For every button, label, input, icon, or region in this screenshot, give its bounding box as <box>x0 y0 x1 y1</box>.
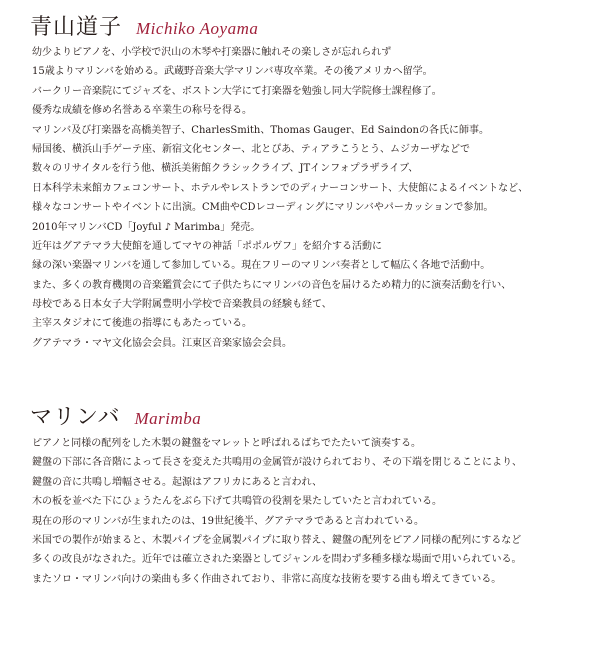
marimba-title-jp: マリンバ <box>30 405 121 430</box>
bio-line: 優秀な成績を修め名誉ある卒業生の称号を得る。 <box>32 105 252 117</box>
bio-line: 様々なコンサートやイベントに出演。CM曲やCDレコーディングにマリンバやパーカッションで参加。 <box>32 202 494 214</box>
bio-line: 数々のリサイタルを行う他、横浜美術館クラシックライブ、JTインフォプラザライブ、 <box>32 163 419 175</box>
bio-heading <box>30 10 258 41</box>
bio-line: 帰国後、横浜山手ゲーテ座、新宿文化センター、北とぴあ、ティアラこうとう、ムジカーザなどで <box>32 143 470 155</box>
marimba-title-en: Marimba <box>134 409 202 428</box>
bio-line: マリンバ及び打楽器を高橋美智子、CharlesSmith、Thomas Gauger、Ed Saindonの各氏に師事。 <box>32 124 489 136</box>
marimba-line: ピアノと同様の配列をした木製の鍵盤をマレットと呼ばれるばちでたたいて演奏する。 <box>32 438 421 449</box>
bio-line: 2010年マリンバCD「Joyful ♪ Marimba」発売。 <box>32 221 261 233</box>
bio-line: バークリー音楽院にてジャズを、ボストン大学にて打楽器を勉強し同大学院修士課程修了。 <box>32 85 442 97</box>
marimba-text <box>32 434 592 589</box>
marimba-line: 多くの改良がなされた。近年では確立された楽器としてジャンルを問わず多種多様な場面で用いられている。 <box>32 554 522 566</box>
bio-text <box>32 43 592 353</box>
marimba-line: またソロ・マリンバ向けの楽曲も多く作曲されており、非常に高度な技術を要する曲も増えてきている。 <box>32 573 502 585</box>
bio-line: 15歳よりマリンバを始める。武蔵野音楽大学マリンバ専攻卒業。その後アメリカへ留学。 <box>32 66 433 78</box>
bio-line: 近年はグアテマラ大使館を通してマヤの神話「ポポルヴフ」を紹介する活動に <box>32 240 382 252</box>
bio-line: 日本科学未来館カフェコンサート、ホテルやレストランでのディナーコンサート、大使館によるイベントなど、 <box>32 182 529 194</box>
bio-line: また、多くの教育機関の音楽鑑賞会にて子供たちにマリンバの音色を届けるため精力的に演奏活動を行い、 <box>32 279 512 291</box>
marimba-line: 米国での製作が始まると、木製パイプを金属製パイプに取り替え、鍵盤の配列をピアノ同様の配列にするなど <box>32 534 522 546</box>
marimba-line: 木の板を並べた下にひょうたんをぶら下げて共鳴管の役割を果たしていたと言われている。 <box>32 496 442 508</box>
bio-name-jp: 青山道子 <box>30 15 123 40</box>
marimba-line: 鍵盤の下部に各音階によって長さを変えた共鳴用の金属管が設けられており、その下端を閉じることにより、 <box>32 457 522 469</box>
bio-line: グアテマラ・マヤ文化協会会員。江東区音楽家協会会員。 <box>32 337 292 349</box>
bio-line: 主宰スタジオにて後進の指導にもあたっている。 <box>32 318 252 330</box>
marimba-heading <box>30 400 201 431</box>
bio-line: 幼少よりピアノを、小学校で沢山の木琴や打楽器に触れその楽しさが忘れられず <box>32 47 392 58</box>
marimba-line: 現在の形のマリンバが生まれたのは、19世紀後半、グアテマラであると言われている。 <box>32 515 425 527</box>
bio-line: 縁の深い楽器マリンバを通して参加している。現在フリーのマリンバ奏者として幅広く各地で活動中。 <box>32 260 491 272</box>
bio-line: 母校である日本女子大学附属豊明小学校で音楽教員の経験も経て、 <box>32 299 332 311</box>
bio-name-en: Michiko Aoyama <box>136 19 259 38</box>
marimba-line: 鍵盤の音に共鳴し増幅させる。起源はアフリカにあると言われ、 <box>32 476 323 488</box>
